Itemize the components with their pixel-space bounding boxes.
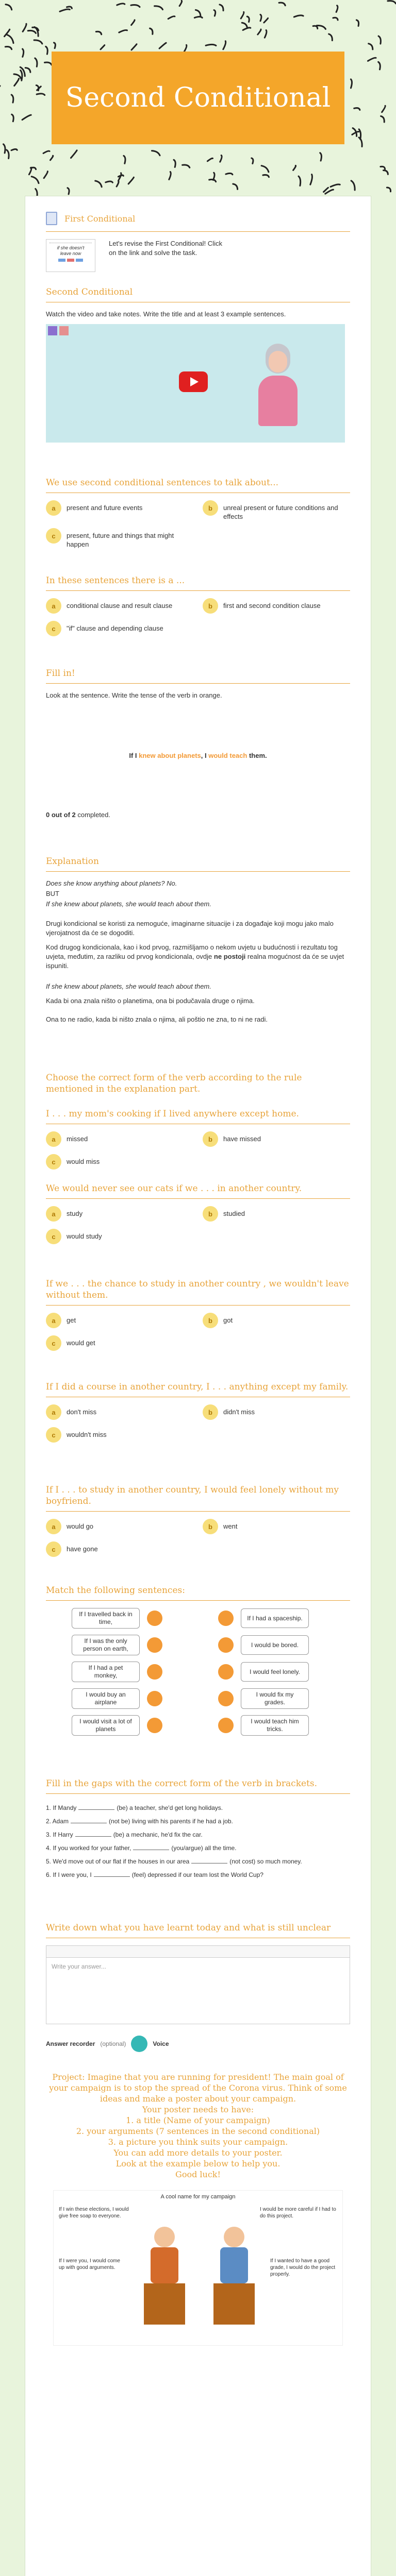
squiggle-decoration (384, 171, 388, 175)
match-right-item[interactable]: I would feel lonely. (241, 1662, 309, 1682)
choose-title: Choose the correct form of the verb according to the rule mentioned in the explanation part. (46, 1073, 302, 1094)
match-left-item[interactable]: If I was the only person on earth, (72, 1635, 140, 1655)
squiggle-decoration (294, 15, 303, 17)
microphone-icon[interactable] (131, 2036, 147, 2052)
explanation-example: If she knew about planets, she would teach about them. (46, 982, 211, 990)
gap-line: 6. If I were you, I (feel) depressed if our team lost the World Cup? (46, 1871, 263, 1878)
squiggle-decoration (299, 176, 301, 185)
match-right-item[interactable]: I would fix my grades. (241, 1688, 309, 1709)
match-right-item[interactable]: If I had a spaceship. (241, 1608, 309, 1628)
project-line: You can add more details to your poster. (113, 2148, 283, 2158)
example-poster (53, 2190, 343, 2346)
squiggle-decoration (44, 172, 47, 178)
gap-line: 4. If you worked for your father, (you/argue) all the time. (46, 1844, 237, 1852)
option-c[interactable]: c wouldn't miss (46, 1427, 193, 1443)
squiggle-decoration (378, 36, 381, 44)
answer-recorder (46, 2036, 350, 2052)
squiggle-decoration (174, 160, 175, 167)
fill-in-sentence: If I knew about planets, I would teach them. (129, 752, 267, 759)
squiggle-decoration (387, 188, 390, 192)
squiggle-decoration (6, 5, 12, 10)
squiggle-decoration (32, 27, 39, 30)
explanation-paragraph: Kada bi ona znala ništo o planetima, ona bi podučavala druge o njima. (46, 997, 255, 1005)
match-connector-dot[interactable] (147, 1664, 162, 1680)
option-c[interactable]: c present, future and things that might happen (46, 528, 193, 549)
choose-section (46, 1072, 350, 1170)
squiggle-decoration (325, 190, 334, 194)
candidate-illustration (141, 2227, 188, 2325)
poster-text: I would be more careful if I had to do this project. (260, 2207, 336, 2219)
option-b[interactable]: b went (203, 1519, 350, 1534)
squiggle-decoration (194, 16, 202, 18)
match-connector-dot[interactable] (147, 1637, 162, 1653)
explanation-question: Does she know anything about planets? No. (46, 879, 177, 887)
match-connector-dot[interactable] (147, 1718, 162, 1733)
match-connector-dot[interactable] (218, 1718, 234, 1733)
project-line: Look at the example below to help you. (116, 2159, 280, 2168)
project-section (46, 2072, 350, 2346)
gap-input[interactable] (78, 1809, 114, 1810)
poster-text: If I wanted to have a good grade, I would do the project properly. (270, 2258, 336, 2277)
project-line: 3. a picture you think suits your campaign. (108, 2137, 288, 2147)
squiggle-decoration (23, 24, 26, 31)
squiggle-decoration (37, 94, 45, 95)
squiggle-decoration (252, 158, 253, 164)
project-line: 1. a title (Name of your campaign) (126, 2115, 270, 2125)
explanation-paragraph: Ona to ne radio, kada bi ništo znala o njima, ali poštio ne zna, to ni ne radi. (46, 1015, 268, 1023)
squiggle-decoration (11, 95, 13, 103)
squiggle-decoration (352, 131, 359, 134)
squiggle-decoration (243, 28, 251, 30)
squiggle-decoration (34, 40, 42, 44)
squiggle-decoration (223, 41, 226, 49)
squiggle-decoration (179, 1, 182, 6)
squiggle-decoration (324, 188, 328, 192)
option-b[interactable]: b didn't miss (203, 1404, 350, 1420)
choose-question-1: I . . . my mom's cooking if I lived anywhere except home. (46, 1109, 299, 1119)
choose-question-section (46, 1278, 350, 1351)
fill-in-instruction: Look at the sentence. Write the tense of the verb in orange. (46, 691, 222, 699)
squiggle-decoration (43, 151, 50, 154)
squiggle-decoration (22, 115, 31, 120)
choose-question-4: If I did a course in another country, I . . . anything except my family. (46, 1382, 349, 1392)
squiggle-decoration (117, 181, 119, 187)
reflection-answer-box[interactable]: Write your answer... (46, 1957, 350, 2024)
match-grid (72, 1608, 350, 1736)
squiggle-decoration (279, 3, 285, 6)
question-clause-section (46, 575, 350, 636)
gap-fill-section (46, 1778, 350, 1882)
squiggle-decoration (152, 151, 160, 156)
project-line: Your poster needs to have: (142, 2105, 254, 2114)
match-connector-dot[interactable] (218, 1637, 234, 1653)
squiggle-decoration (242, 23, 247, 28)
squiggle-decoration (369, 44, 373, 49)
reflection-toolbar[interactable] (46, 1945, 350, 1957)
fill-in-title: Fill in! (46, 668, 75, 679)
page-title: Second Conditional (65, 82, 331, 113)
squiggle-decoration (378, 62, 381, 70)
first-conditional-thumbnail[interactable] (46, 239, 95, 272)
first-conditional-instruction: Let's revise the First Conditional! Click on the link and solve the task. (109, 240, 222, 257)
squiggle-decoration (71, 150, 77, 158)
squiggle-decoration (54, 43, 56, 48)
squiggle-decoration (220, 5, 223, 11)
option-a[interactable]: a study (46, 1206, 193, 1222)
squiggle-decoration (119, 30, 127, 32)
presenter-illustration (252, 344, 304, 426)
choose-question-section (46, 1381, 350, 1443)
match-section (46, 1585, 350, 1742)
option-a[interactable]: a conditional clause and result clause (46, 598, 193, 614)
squiggle-decoration (51, 156, 53, 160)
option-c[interactable]: c would miss (46, 1154, 193, 1170)
question-clause-text: In these sentences there is a ... (46, 575, 185, 586)
document-icon (46, 212, 57, 225)
match-connector-dot[interactable] (147, 1611, 162, 1626)
squiggle-decoration (183, 165, 190, 167)
match-connector-dot[interactable] (218, 1664, 234, 1680)
reflection-title: Write down what you have learnt today and what is still unclear (46, 1923, 331, 1933)
squiggle-decoration (36, 189, 37, 196)
project-line: Good luck! (175, 2170, 221, 2179)
answer-recorder-label: Answer recorder (46, 2040, 95, 2047)
gap-line: 2. Adam (not be) living with his parents if he had a job. (46, 1818, 233, 1825)
choose-question-2: We would never see our cats if we . . . in another country. (46, 1183, 302, 1194)
fill-in-section (46, 668, 350, 819)
squiggle-decoration (14, 79, 19, 86)
squiggle-decoration (155, 6, 163, 10)
squiggle-decoration (68, 188, 69, 194)
squiggle-decoration (124, 156, 125, 163)
squiggle-decoration (351, 181, 355, 190)
squiggle-decoration (35, 58, 37, 66)
option-b[interactable]: b studied (203, 1206, 350, 1222)
squiggle-decoration (14, 74, 21, 79)
squiggle-decoration (96, 31, 101, 35)
squiggle-decoration (184, 45, 187, 52)
squiggle-decoration (220, 156, 222, 162)
squiggle-decoration (150, 28, 153, 34)
gap-line: 1. If Mandy (be) a teacher, she'd get long holidays. (46, 1804, 223, 1811)
poster-title: A cool name for my campaign (160, 2194, 236, 2200)
option-c[interactable]: c "if" clause and depending clause (46, 621, 193, 636)
explanation-title: Explanation (46, 856, 99, 867)
squiggle-decoration (206, 44, 216, 45)
squiggle-decoration (351, 79, 352, 88)
video-title: Second Conditional (46, 287, 133, 297)
choose-question-3: If we . . . the chance to study in another country , we wouldn't leave without them. (46, 1279, 349, 1300)
match-title: Match the following sentences: (46, 1585, 185, 1596)
squiggle-decoration (388, 1, 396, 4)
squiggle-decoration (95, 181, 102, 187)
option-a[interactable]: a get (46, 1313, 193, 1328)
first-conditional-link[interactable]: First Conditional (64, 213, 136, 224)
squiggle-decoration (117, 4, 125, 5)
answer-recorder-optional: (optional) (100, 2040, 126, 2047)
option-a[interactable]: a would go (46, 1519, 193, 1534)
option-c[interactable]: c would study (46, 1229, 193, 1244)
option-c[interactable]: c would get (46, 1335, 193, 1351)
squiggle-decoration (233, 184, 238, 189)
squiggle-decoration (23, 49, 24, 57)
squiggle-decoration (7, 35, 13, 43)
lesson-card (25, 196, 371, 2576)
option-a[interactable]: a don't miss (46, 1404, 193, 1420)
video-thumbnail-icons (48, 326, 69, 335)
squiggle-decoration (131, 44, 137, 50)
squiggle-decoration (67, 7, 72, 9)
gap-line: 3. If Harry (be) a mechanic, he'd fix the car. (46, 1831, 203, 1838)
squiggle-decoration (264, 18, 268, 23)
squiggle-decoration (195, 10, 201, 15)
choose-question-section (46, 1183, 350, 1244)
gap-line: 5. We'd move out of our flat if the houses in our area (not cost) so much money. (46, 1858, 302, 1865)
match-left-item[interactable]: If I travelled back in time, (72, 1608, 140, 1629)
poster-text: If I win these elections, I would give free soap to everyone. (59, 2207, 129, 2219)
squiggle-decoration (7, 150, 9, 159)
explanation-section (46, 856, 350, 1029)
candidate-illustration (211, 2227, 257, 2325)
squiggle-decoration (359, 138, 362, 147)
gap-input[interactable] (75, 1836, 111, 1837)
squiggle-decoration (60, 9, 70, 11)
squiggle-decoration (381, 166, 385, 169)
video-instruction: Watch the video and take notes. Write the title and at least 3 example sentences. (46, 310, 286, 318)
gap-fill-title: Fill in the gaps with the correct form of the verb in brackets. (46, 1778, 318, 1789)
squiggle-decoration (5, 47, 11, 49)
squiggle-decoration (310, 175, 312, 185)
project-line: 2. your arguments (7 sentences in the second conditional) (76, 2126, 320, 2136)
squiggle-decoration (25, 68, 30, 73)
squiggle-decoration (209, 179, 216, 181)
voice-label: Voice (153, 2040, 169, 2047)
first-conditional-section (46, 212, 350, 272)
option-b[interactable]: b have missed (203, 1131, 350, 1147)
explanation-example: If she knew about planets, she would teach about them. (46, 900, 211, 908)
option-c[interactable]: c have gone (46, 1541, 193, 1557)
option-b[interactable]: b got (203, 1313, 350, 1328)
squiggle-decoration (159, 43, 166, 48)
match-right-item[interactable]: I would teach him tricks. (241, 1715, 309, 1736)
squiggle-decoration (247, 16, 249, 22)
squiggle-decoration (131, 5, 140, 7)
question-use-section (46, 477, 350, 549)
match-left-item[interactable]: I would visit a lot of planets (72, 1715, 140, 1736)
squiggle-decoration (207, 158, 212, 161)
match-connector-dot[interactable] (218, 1691, 234, 1706)
squiggle-decoration (12, 114, 14, 122)
squiggle-decoration (356, 20, 358, 26)
option-a[interactable]: a present and future events (46, 500, 193, 521)
squiggle-decoration (106, 181, 113, 182)
gap-input[interactable] (94, 1876, 130, 1877)
option-b[interactable]: b first and second condition clause (203, 598, 350, 614)
squiggle-decoration (28, 30, 36, 33)
squiggle-decoration (331, 184, 340, 187)
squiggle-decoration (31, 177, 39, 183)
project-line: Project: Imagine that you are running for president! The main goal of your campaign is to stop the spread of the Corona virus. Think of some ideas and make a poster about your campaign. (49, 2072, 347, 2104)
squiggle-decoration (46, 46, 48, 54)
explanation-paragraph: Kod drugog kondicionala, kao i kod prvog, razmišljamo o nekom uvjetu u budućnosti i rezultatu tog uvjeta, međutim, za razliku od prvog kondicionala, ovdje ne postoji realna mogućnost da će se uvjet ispuniti. (46, 943, 344, 970)
choose-question-5: If I . . . to study in another country, I would feel lonely without my boyfriend. (46, 1485, 339, 1506)
squiggle-decoration (4, 144, 6, 153)
squiggle-decoration (381, 116, 385, 122)
match-left-item[interactable]: I would buy an airplane (72, 1688, 140, 1709)
squiggle-decoration (265, 30, 267, 38)
squiggle-decoration (168, 16, 175, 19)
thumbnail-caption: if she doesn't leave now (57, 245, 85, 256)
choose-question-section (46, 1484, 350, 1557)
squiggle-decoration (293, 165, 296, 170)
squiggle-decoration (241, 12, 244, 19)
squiggle-decoration (11, 149, 17, 150)
squiggle-decoration (354, 108, 360, 110)
explanation-paragraph: Drugi kondicional se koristi za nemoguće, imaginarne situacije i za događaje koji mogu jako malo vjerojatnost da će se dogoditi. (46, 920, 334, 937)
squiggle-decoration (45, 62, 52, 65)
squiggle-decoration (368, 58, 376, 61)
squiggle-decoration (258, 29, 261, 35)
knew-gap[interactable]: knew about planets (139, 752, 201, 759)
match-left-item[interactable]: If I had a pet monkey, (72, 1662, 140, 1682)
squiggle-decoration (131, 20, 135, 25)
squiggle-decoration (320, 153, 322, 161)
poster-text: If I were you, I would come up with good arguments. (59, 2258, 120, 2270)
reflection-section (46, 1922, 350, 2052)
would-gap[interactable]: would teach (208, 752, 248, 759)
squiggle-decoration (214, 10, 216, 16)
squiggle-decoration (336, 6, 338, 12)
squiggle-decoration (263, 175, 269, 177)
squiggle-decoration (333, 18, 338, 20)
play-icon[interactable] (179, 371, 208, 392)
match-right-item[interactable]: I would be bored. (241, 1635, 309, 1655)
video-section (46, 286, 350, 443)
option-b[interactable]: b unreal present or future conditions and effects (203, 500, 350, 521)
squiggle-decoration (169, 172, 171, 180)
squiggle-decoration (261, 166, 269, 172)
match-connector-dot[interactable] (218, 1611, 234, 1626)
completion-status: 0 out of 2 completed. (46, 811, 110, 819)
squiggle-decoration (382, 106, 386, 112)
squiggle-decoration (101, 45, 105, 49)
header-banner (52, 52, 344, 144)
video-player[interactable] (46, 324, 345, 443)
squiggle-decoration (226, 173, 233, 174)
match-connector-dot[interactable] (147, 1691, 162, 1706)
option-a[interactable]: a missed (46, 1131, 193, 1147)
squiggle-decoration (260, 14, 261, 21)
question-use-text: We use second conditional sentences to talk about... (46, 478, 279, 488)
squiggle-decoration (128, 177, 134, 184)
squiggle-decoration (329, 34, 333, 41)
explanation-but: BUT (46, 890, 59, 897)
gap-fill-lines (46, 1801, 350, 1882)
